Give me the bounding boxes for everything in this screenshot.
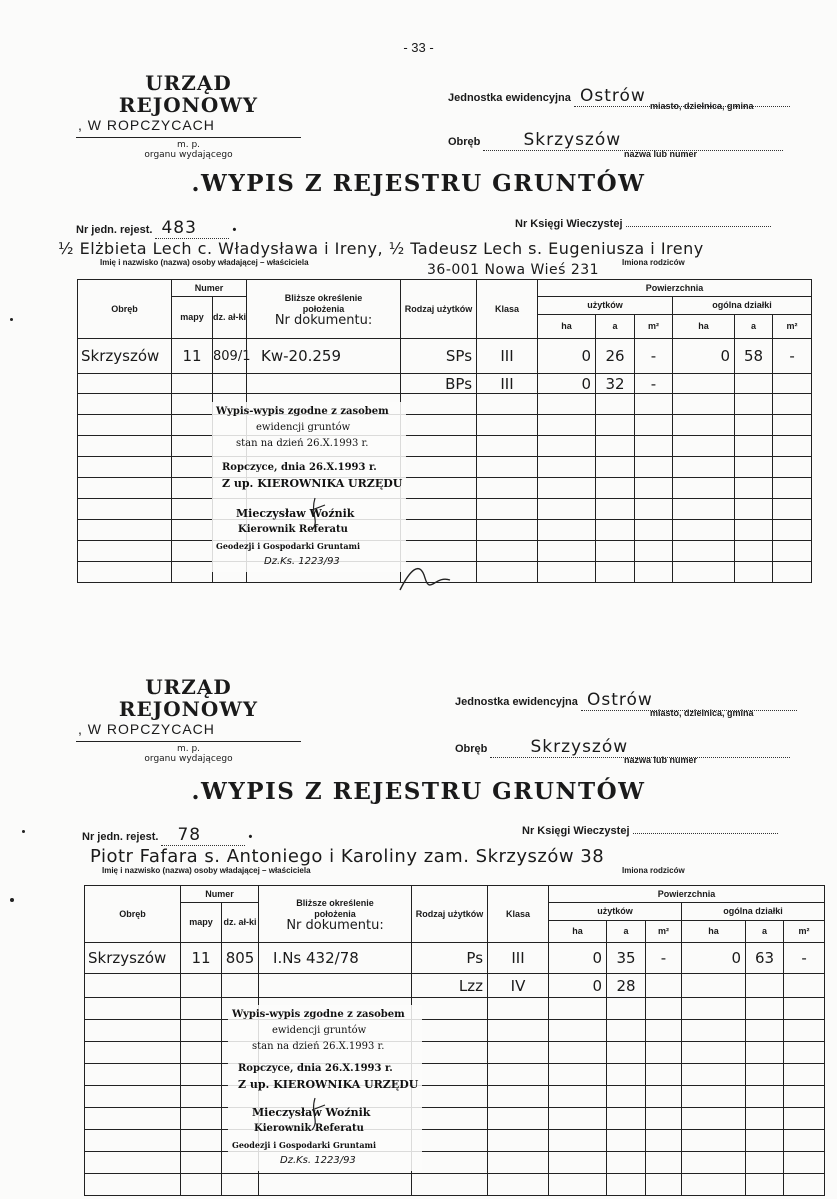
col-ogolna: ogólna działki [673,297,812,315]
margin-mark [22,830,25,833]
col-numer: Numer [172,280,247,297]
col-obreb: Obręb [85,886,181,943]
office-location: , W ROPCZYCACH [78,117,215,133]
office-mp: m. p. [176,744,201,754]
table-row: Skrzyszów 11 809/1 Kw-20.259 SPs III 0 26 - 0 58 - [78,339,812,374]
precinct-value: Skrzyszów [483,130,783,151]
office-caption: organu wydającego [144,150,233,160]
col-powierzchnia: Powierzchnia [549,886,825,903]
office-caption: organu wydającego [144,754,233,764]
col-ha: ha [538,315,596,339]
precinct-caption: nazwa lub numer [624,755,698,765]
col-obreb: Obręb [78,280,172,339]
issuing-office-2 [76,676,301,765]
col-m2: m² [635,315,673,339]
document-title-1: .WYPIS Z REJESTRU GRUNTÓW [191,170,646,197]
margin-mark [10,898,14,902]
land-register-table-2 [84,885,825,1196]
col-mapy: mapy [181,903,222,943]
table-row: Skrzyszów 11 805 I.Ns 432/78 Ps III 0 35 - 0 63 - [85,943,825,974]
col-oha: ha [682,921,746,943]
col-om2: m² [784,921,825,943]
col-uzytkow: użytków [538,297,673,315]
unit-caption: miasto, dzielnica, gmina [650,708,754,718]
col-oa: a [746,921,784,943]
owner-caption: Imię i nazwisko (nazwa) osoby władającej – właściciela [102,866,311,875]
signature-2 [300,1090,420,1150]
reg-field-2: Nr jedn. rejest. 78 • [82,825,253,845]
col-om2: m² [773,315,812,339]
col-powierzchnia: Powierzchnia [538,280,812,297]
col-numer: Numer [181,886,259,903]
col-klasa: Klasa [477,280,538,339]
col-location: Bliższe określenie położenia Nr dokumentu: [247,280,401,339]
issuing-office-1 [76,72,301,161]
reg-value: 483 [155,218,229,239]
office-name: URZĄD REJONOWY [118,675,259,721]
owner-caption: Imię i nazwisko (nazwa) osoby władającej – właściciela [100,258,309,267]
col-dzialki: dz. ał-ki [213,297,247,339]
col-rodzaj: Rodzaj użytków [412,886,488,943]
col-mapy: mapy [172,297,213,339]
table-row: BPs III 0 32 - [78,374,812,394]
col-ha: ha [549,921,607,943]
document-title-2: .WYPIS Z REJESTRU GRUNTÓW [191,778,646,805]
col-m2: m² [646,921,682,943]
certification-stamp-1: Wypis-wypis zgodne z zasobem ewidencji gruntów stan na dzień 26.X.1993 r. Ropczyce, dnia 26.X.1993 r. Z up. KIEROWNIKA URZĘDU Mieczysław Woźnik Kierownik Referatu Geodezji i Gospodarki Gruntami Dz.Ks. 1223/93 [212,402,406,572]
signature-1 [300,490,470,605]
col-a: a [596,315,635,339]
unit-field-1: Jednostka ewidencyjna Ostrów [448,86,790,107]
precinct-field-1: Obręb Skrzyszów [448,130,783,151]
precinct-value: Skrzyszów [490,737,790,758]
table-row: Lzz IV 0 28 [85,974,825,998]
parents-caption: Imiona rodziców [622,866,685,875]
col-dzialki: dz. ał-ki [222,903,259,943]
unit-caption: miasto, dzielnica, gmina [650,101,754,111]
reg-value: 78 [161,825,245,846]
col-oha: ha [673,315,735,339]
parents-caption: Imiona rodziców [622,258,685,267]
unit-value: Ostrów [581,690,797,711]
office-mp: m. p. [176,140,201,150]
office-location: , W ROPCZYCACH [78,721,215,737]
precinct-field-2: Obręb Skrzyszów [455,737,790,758]
col-uzytkow: użytków [549,903,682,921]
owner-line-1: ½ Elżbieta Lech c. Władysława i Ireny, ½ Tadeusz Lech s. Eugeniusza i Ireny [58,239,704,258]
unit-field-2: Jednostka ewidencyjna Ostrów [455,690,797,711]
col-a: a [607,921,646,943]
owner-line-2: Piotr Fafara s. Antoniego i Karoliny zam. Skrzyszów 38 [90,846,605,867]
col-klasa: Klasa [488,886,549,943]
unit-value: Ostrów [574,86,790,107]
office-name: URZĄD REJONOWY [118,71,259,117]
owner-address: 36-001 Nowa Wieś 231 [427,262,600,278]
page-number: - 33 - [403,40,434,55]
col-oa: a [735,315,773,339]
col-location: Bliższe określenie położenia Nr dokumentu: [259,886,412,943]
col-ogolna: ogólna działki [682,903,825,921]
reg-field-1: Nr jedn. rejest. 483 • [76,218,237,238]
kw-field-1: Nr Księgi Wieczystej [515,218,771,230]
precinct-caption: nazwa lub numer [624,149,698,159]
kw-field-2: Nr Księgi Wieczystej [522,825,778,837]
col-rodzaj: Rodzaj użytków [401,280,477,339]
margin-mark [10,318,13,321]
certification-stamp-2: Wypis-wypis zgodne z zasobem ewidencji gruntów stan na dzień 26.X.1993 r. Ropczyce, dnia 26.X.1993 r. Z up. KIEROWNIKA URZĘDU Mieczysław Woźnik Kierownik Referatu Geodezji i Gospodarki Gruntami Dz.Ks. 1223/93 [228,1005,422,1171]
